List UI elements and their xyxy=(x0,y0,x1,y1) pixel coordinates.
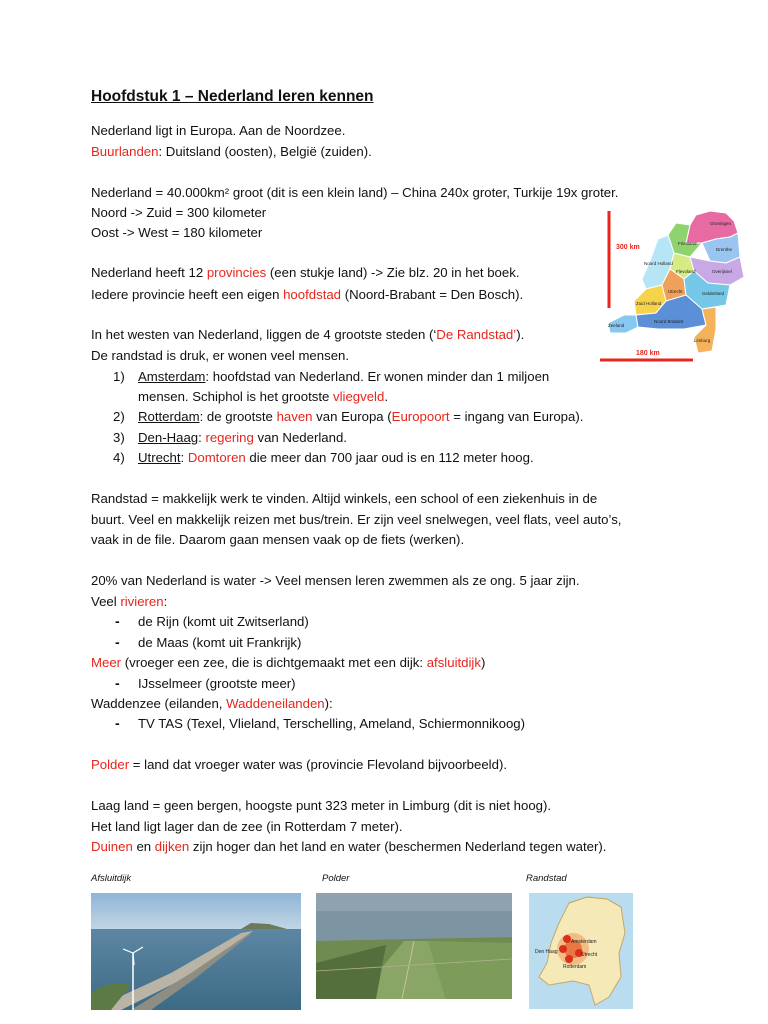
text-line: Meer (vroeger een zee, die is dichtgemaakt met een dijk: afsluitdijk) xyxy=(91,655,486,670)
province-label: Zeeland xyxy=(608,323,625,328)
province-label: Noord Holland xyxy=(644,261,673,266)
highlight: provincies xyxy=(206,265,267,280)
city-label: Amsterdam xyxy=(571,939,597,945)
text-line: Nederland = 40.000km² groot (dit is een klein land) – China 240x groter, Turkije 19x groter. xyxy=(91,185,619,200)
list-item: de Rijn (komt uit Zwitserland) xyxy=(138,614,309,629)
province-label: Overijssel xyxy=(712,269,732,274)
bullet-dash: - xyxy=(115,613,120,629)
text-line: In het westen van Nederland, liggen de 4 grootste steden (‘De Randstad’). xyxy=(91,327,525,342)
polder-photo xyxy=(316,893,512,999)
text-line: Nederland heeft 12 provincies (een stukje land) -> Zie blz. 20 in het boek. xyxy=(91,265,520,280)
text-line: Het land ligt lager dan de zee (in Rotterdam 7 meter). xyxy=(91,819,403,834)
list-number: 2) xyxy=(113,409,125,424)
page-title: Hoofdstuk 1 – Nederland leren kennen xyxy=(91,88,374,105)
text-line: buurt. Veel en makkelijk reizen met bus/trein. Er zijn veel snelwegen, veel flats, veel auto’s, xyxy=(91,512,622,527)
randstad-map xyxy=(529,893,633,1009)
list-item-cont: mensen. Schiphol is het grootste vliegveld. xyxy=(138,389,388,404)
bullet-dash: - xyxy=(115,634,120,650)
text-line: Polder = land dat vroeger water was (provincie Flevoland bijvoorbeeld). xyxy=(91,757,507,772)
photo-caption: Afsluitdijk xyxy=(91,873,132,884)
text-line: Oost -> West = 180 kilometer xyxy=(91,225,263,240)
province-label: Zuid Holland xyxy=(636,301,662,306)
text-line: Duinen en dijken zijn hoger dan het land en water (beschermen Nederland tegen water). xyxy=(91,839,607,854)
city-label: Utrecht xyxy=(581,952,598,958)
list-item: Amsterdam: hoofdstad van Nederland. Er wonen minder dan 1 miljoen xyxy=(138,369,550,384)
province-label: Utrecht xyxy=(668,289,683,294)
province-label: Groningen xyxy=(710,221,732,226)
list-item: Utrecht: Domtoren die meer dan 700 jaar oud is en 112 meter hoog. xyxy=(138,450,534,465)
list-number: 3) xyxy=(113,430,125,445)
photo-caption: Polder xyxy=(322,873,350,884)
province-label: Friesland xyxy=(678,241,697,246)
text-line: vaak in de file. Daarom gaan mensen vaak op de fiets (werken). xyxy=(91,532,465,547)
province-label: Noord Brabant xyxy=(654,319,684,324)
bullet-dash: - xyxy=(115,675,120,691)
provinces-map-svg xyxy=(598,205,758,365)
km300-label: 300 km xyxy=(616,244,640,251)
list-item: Den-Haag: regering van Nederland. xyxy=(138,430,347,445)
text-line: Buurlanden: Duitsland (oosten), België (zuiden). xyxy=(91,144,372,159)
province-label: Gelderland xyxy=(702,291,725,296)
afsluitdijk-photo xyxy=(91,893,301,1010)
highlight: hoofdstad xyxy=(283,287,342,302)
netherlands-provinces-map xyxy=(598,205,758,365)
text-line: Laag land = geen bergen, hoogste punt 323 meter in Limburg (dit is niet hoog). xyxy=(91,798,552,813)
list-number: 4) xyxy=(113,450,125,465)
text-line: Noord -> Zuid = 300 kilometer xyxy=(91,205,267,220)
text-line: Waddenzee (eilanden, Waddeneilanden): xyxy=(91,696,333,711)
text-line: Nederland ligt in Europa. Aan de Noordzee. xyxy=(91,123,346,138)
list-item: TV TAS (Texel, Vlieland, Terschelling, Ameland, Schiermonnikoog) xyxy=(138,716,526,731)
text-line: Veel rivieren: xyxy=(91,594,168,609)
text-line: Iedere provincie heeft een eigen hoofdstad (Noord-Brabant = Den Bosch). xyxy=(91,287,524,302)
text-line: De randstad is druk, er wonen veel mensen. xyxy=(91,348,350,363)
province-label: Flevoland xyxy=(676,269,696,274)
list-item: de Maas (komt uit Frankrijk) xyxy=(138,635,302,650)
list-item: IJsselmeer (grootste meer) xyxy=(138,676,296,691)
km180-label: 180 km xyxy=(636,350,660,357)
highlight: Buurlanden xyxy=(91,144,159,159)
province-label: Limburg xyxy=(694,338,711,343)
bullet-dash: - xyxy=(115,715,120,731)
text-line: 20% van Nederland is water -> Veel mensen leren zwemmen als ze ong. 5 jaar zijn. xyxy=(91,573,580,588)
highlight: De Randstad’ xyxy=(436,327,517,342)
city-label: Rotterdam xyxy=(563,964,587,970)
list-item: Rotterdam: de grootste haven van Europa (Europoort = ingang van Europa). xyxy=(138,409,584,424)
list-number: 1) xyxy=(113,369,125,384)
photo-caption: Randstad xyxy=(526,873,567,884)
province-label: Drenthe xyxy=(716,247,733,252)
city-label: Den Haag xyxy=(535,949,558,955)
text-line: Randstad = makkelijk werk te vinden. Altijd winkels, een school of een ziekenhuis in de xyxy=(91,491,598,506)
